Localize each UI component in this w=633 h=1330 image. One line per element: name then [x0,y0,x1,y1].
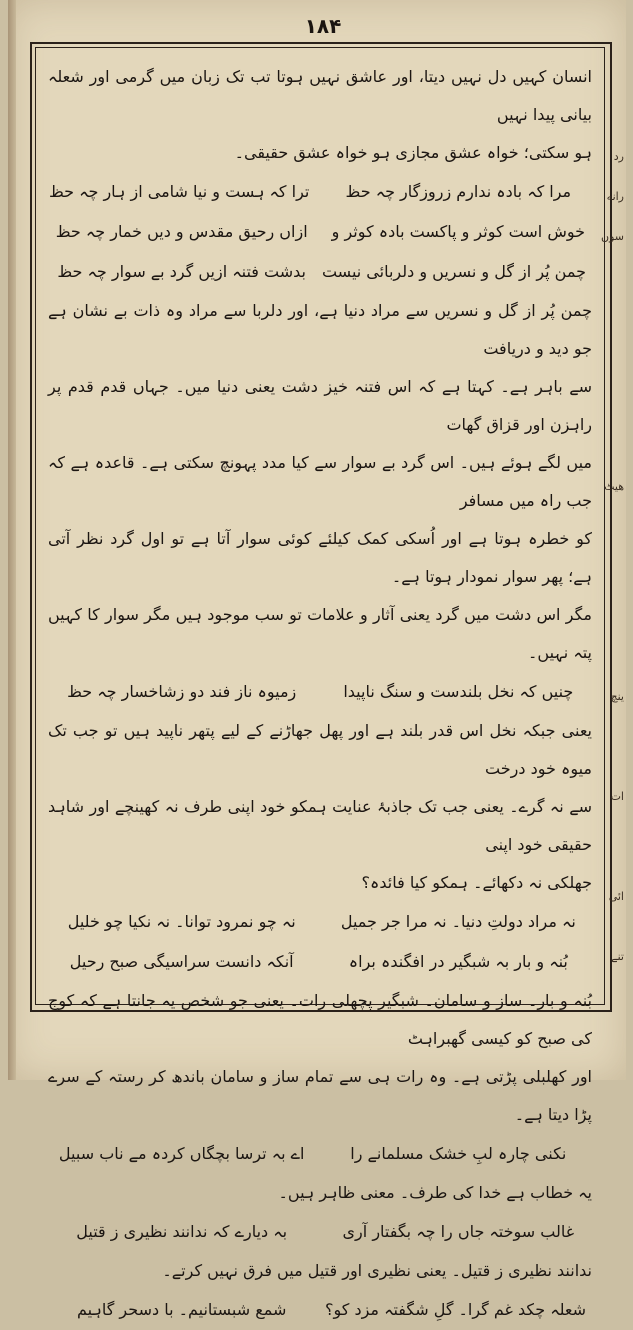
verse-first-hemistich: مرا کہ بادہ ندارم زروزگار چہ حظ [345,182,572,201]
book-page [8,0,626,1319]
verse-first-hemistich: چنیں کہ نخل بلندست و سنگ ناپیدا [343,682,574,701]
verse-second-hemistich: نہ چو نمرود توانا۔ نہ نکیا چو خلیل [67,912,296,931]
verse-second-hemistich: بہ دیارے کہ ندانند نظیری ز قتیل [76,1222,288,1241]
verse-second-hemistich: زمیوہ ناز فند دو زشاخسار چہ حظ [67,682,297,701]
verse-couplet [44,1134,596,1174]
prose-line: کو خطرہ ہوتا ہے اور اُسکی کمک کیلئے کوئی سوار آتا ہے تو اول گرد نظر آتی ہے؛ پھر سوار نمودار ہوتا ہے۔ [48,529,592,586]
margin-note: تنے [611,950,624,963]
verse-second-hemistich: آنکہ دانست سراسیگی صبح رحیل [69,952,294,971]
margin-note: رد [613,150,624,163]
verse-second-hemistich: ترا کہ ہست و نیا شامی از ہار چہ حظ [48,182,310,201]
verse-couplet [44,1212,596,1252]
verse-second-hemistich: اے بہ ترسا بچگاں کردہ مے ناب سبیل [58,1144,305,1163]
prose-line: میں لگے ہوئے ہیں۔ اس گرد بے سوار سے کیا مدد پہونچ سکتی ہے۔ قاعدہ ہے کہ جب راہ میں مسافر [48,453,592,510]
prose-line: یعنی جبکہ نخل اس قدر بلند ہے اور پھل جھاڑنے کے لیے پتھر ناپید ہیں تو جب تک میوہ خود درخت [48,721,592,778]
prose-paragraph [44,1252,596,1290]
prose-line: اور کھلبلی پڑتی ہے۔ وہ رات ہی سے تمام ساز و سامان باندھ کر رستہ کے سرے پڑا دیتا ہے۔ [48,1067,592,1124]
margin-note: ھیٹ [604,480,624,493]
right-margin [601,110,626,963]
verse-couplet [44,942,596,982]
verse-second-hemistich: ازاں رحیق مقدس و دیں خمار چہ حظ [55,222,308,241]
verse-first-hemistich: شعلہ چکد غم گرا۔ گلِ شگفتہ مزد کو؟ [325,1300,586,1319]
verse-couplet [44,672,596,712]
prose-paragraph [44,982,596,1134]
prose-line: ندانند نظیری ز قتیل۔ یعنی نظیری اور قتیل میں فرق نہیں کرتے۔ [162,1261,592,1280]
prose-line: یہ خطاب ہے خدا کی طرف۔ معنی ظاہر ہیں۔ [278,1183,592,1202]
verse-first-hemistich: خوش است کوثر و پاکست بادہ کوثر و [331,222,586,241]
prose-line: مگر اس دشت میں گرد یعنی آثار و علامات تو سب موجود ہیں مگر سوار کا کہیں پتہ نہیں۔ [48,605,592,662]
page-text [44,58,596,1319]
page-binding-edge [8,0,16,1080]
verse-second-hemistich: بدشت فتنہ ازیں گرد بے سوار چہ حظ [57,262,306,281]
prose-paragraph [44,712,596,902]
verse-first-hemistich: چمن پُر از گل و نسریں و دلربائی نیست [321,262,586,281]
prose-line: انسان کہیں دل نہیں دیتا، اور عاشق نہیں ہوتا تب تک زبان میں گرمی اور شعلہ بیانی پیدا نہیں [48,67,592,124]
verse-couplet [44,902,596,942]
verse-couplet [44,212,596,252]
page-number: ۱۸۴ [304,14,342,38]
margin-note: ات [610,790,624,803]
verse-first-hemistich: نکنی چارہ لبِ خشک مسلمانے را [350,1144,567,1163]
verse-first-hemistich: نہ مراد دولتِ دنیا۔ نہ مرا جر جمیل [340,912,576,931]
prose-line: بُنہ و بار۔ ساز و سامان۔ شبگیر پچھلی رات۔ یعنی جو شخص یہ جانتا ہے کہ کوچ کی صبح کو کیسی گھبراہٹ [48,991,592,1048]
margin-note: رانه [606,190,624,203]
verse-second-hemistich: شمع شبستانیم۔ با دسحر گاہیم [76,1300,287,1319]
verse-couplet [44,1290,596,1330]
prose-paragraph [44,1174,596,1212]
prose-line: سے نہ گرے۔ یعنی جب تک جاذبۂ عنایت ہمکو خود اپنی طرف نہ کھینچے اور شاہد حقیقی خود اپنی [48,797,592,854]
prose-line: جھلکی نہ دکھائے۔ ہمکو کیا فائدہ؟ [361,873,592,892]
verse-first-hemistich: غالب سوختہ جاں را چہ بگفتار آری [342,1222,575,1241]
prose-paragraph [44,58,596,172]
prose-line: ہو سکتی؛ خواہ عشق مجازی ہو خواہ عشق حقیقی۔ [234,143,592,162]
margin-note: ائی [608,890,624,903]
margin-note: ینچ [610,690,624,703]
verse-couplet [44,172,596,212]
verse-first-hemistich: بُنہ و بار بہ شبگیر در افگندہ براہ [348,952,568,971]
margin-note: سون [601,230,624,243]
prose-line: چمن پُر از گل و نسریں سے مراد دنیا ہے، اور دلربا سے مراد وہ ذات بے نشان ہے جو دید و دریافت [48,301,592,358]
prose-paragraph [44,292,596,672]
verse-couplet [44,252,596,292]
prose-line: سے باہر ہے۔ کہتا ہے کہ اس فتنہ خیز دشت یعنی دنیا میں۔ جہاں قدم قدم پر راہزن اور قزاق گھات [48,377,592,434]
